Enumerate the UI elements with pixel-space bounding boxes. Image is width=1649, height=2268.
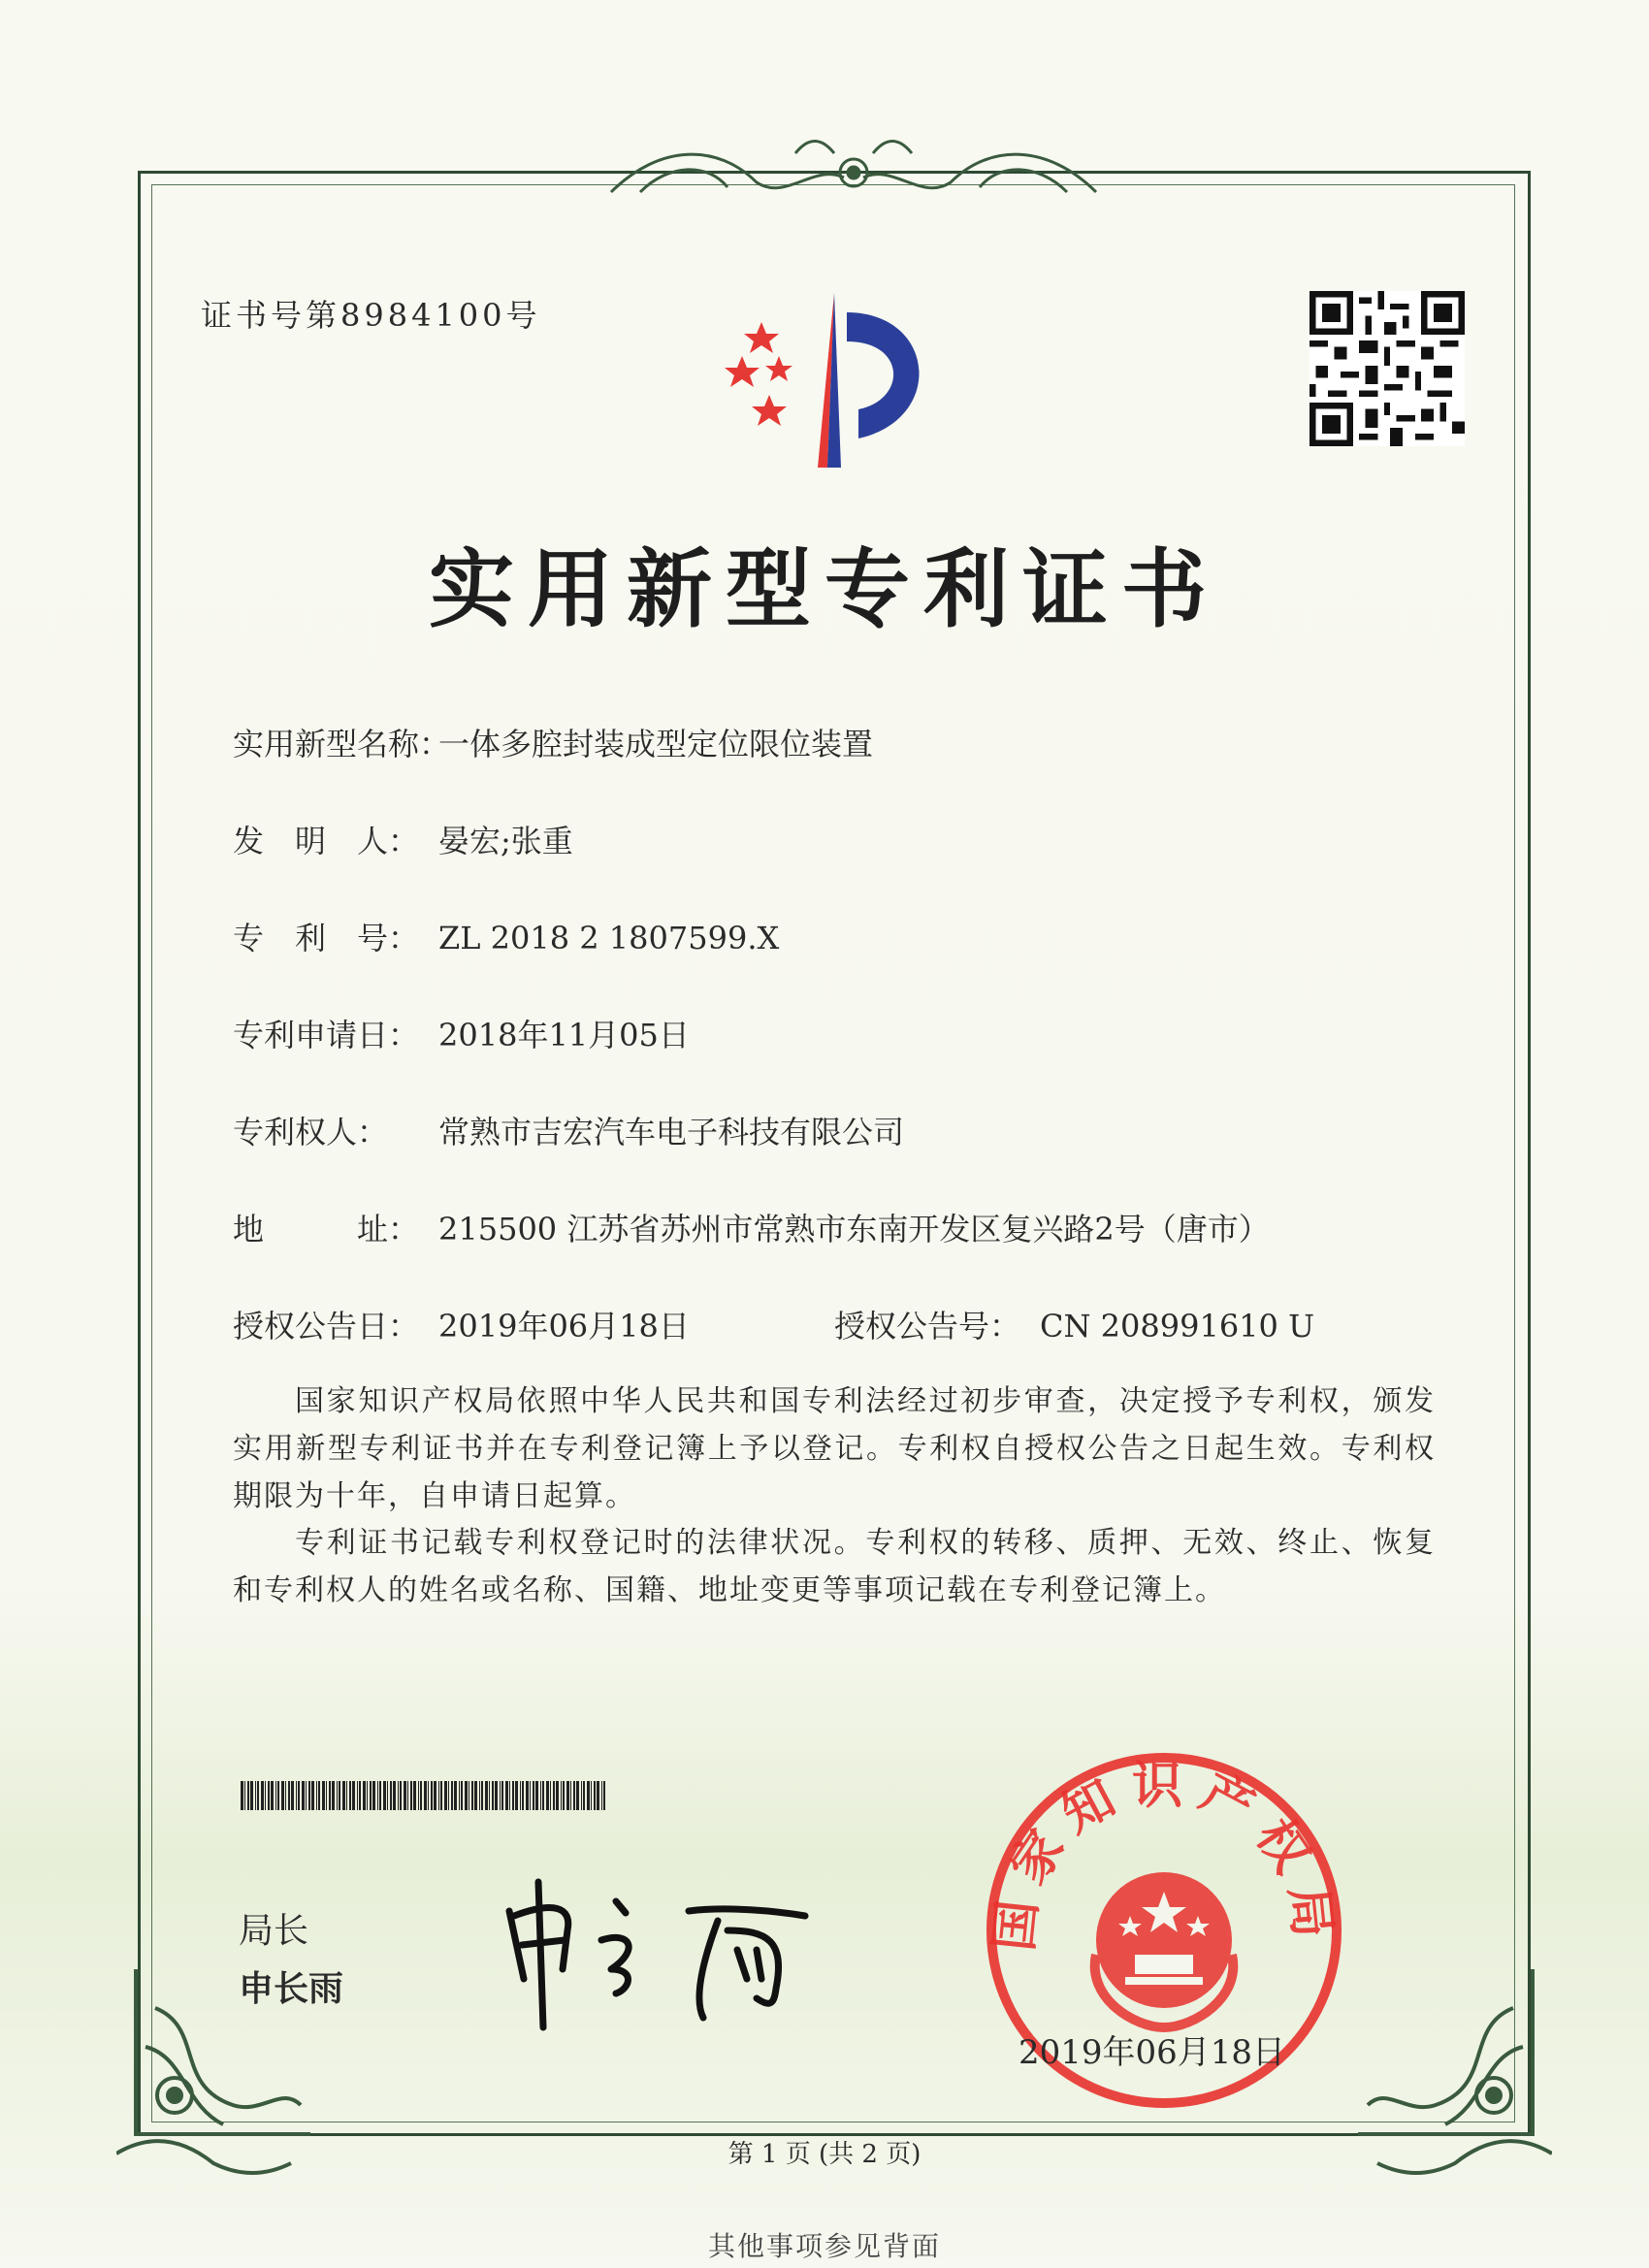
certificate-number: 证书号第8984100号	[201, 297, 541, 334]
field-value: 一体多腔封装成型定位限位装置	[438, 726, 874, 762]
patent-office-logo-icon	[713, 283, 965, 477]
field-label: 授权公告日：	[233, 1308, 420, 1345]
qr-code-icon	[1310, 291, 1465, 446]
director-title: 局长	[239, 1911, 309, 1951]
field-value: ZL 2018 2 1807599.X	[438, 920, 780, 956]
field-value: 2018年11月05日	[438, 1017, 690, 1053]
field-value: 215500 江苏省苏州市常熟市东南开发区复兴路2号（唐市）	[438, 1211, 1270, 1247]
top-ornament-icon	[601, 124, 1106, 211]
field-application-date	[233, 1013, 690, 1057]
field-value: 2019年06月18日	[438, 1308, 690, 1345]
field-label: 地 址：	[233, 1211, 420, 1247]
paragraph-legal-status: 专利证书记载专利权登记时的法律状况。专利权的转移、质押、无效、终止、恢复和专利权人的姓名或名称、国籍、地址变更等事项记载在专利登记簿上。	[233, 1526, 1436, 1607]
field-label: 发 明 人：	[233, 823, 420, 859]
field-value: 常熟市吉宏汽车电子科技有限公司	[438, 1114, 905, 1150]
seal-date: 2019年06月18日	[1018, 2033, 1286, 2072]
field-value: 晏宏;张重	[438, 823, 573, 859]
certificate-title: 实用新型专利证书	[428, 538, 1220, 639]
field-inventor	[233, 819, 573, 863]
field-address	[233, 1207, 1438, 1251]
field-grant-number	[834, 1304, 1314, 1348]
footer-note: 其他事项参见背面	[707, 2230, 941, 2262]
field-label: 专利权人：	[233, 1114, 389, 1150]
seal-text: 国家知识产权局	[985, 1757, 1343, 1954]
field-utility-model-name	[233, 722, 873, 766]
page-number: 第 1 页 (共 2 页)	[728, 2140, 922, 2169]
field-label: 专利申请日：	[233, 1017, 420, 1053]
field-value: CN 208991610 U	[1040, 1308, 1315, 1345]
field-grant-date	[233, 1304, 690, 1348]
director-signature-icon	[495, 1872, 844, 2037]
barcode-icon	[241, 1781, 609, 1810]
field-label: 授权公告号：	[834, 1308, 1021, 1345]
field-label: 实用新型名称：	[233, 726, 451, 762]
director-name: 申长雨	[239, 1969, 344, 2009]
field-patent-number	[233, 916, 779, 960]
field-label: 专 利 号：	[233, 920, 420, 956]
paragraph-grant-statement: 国家知识产权局依照中华人民共和国专利法经过初步审查，决定授予专利权，颁发实用新型专利证书并在专利登记簿上予以登记。专利权自授权公告之日起生效。专利权期限为十年，自申请日起算。	[233, 1384, 1436, 1513]
field-patent-owner	[233, 1110, 904, 1154]
